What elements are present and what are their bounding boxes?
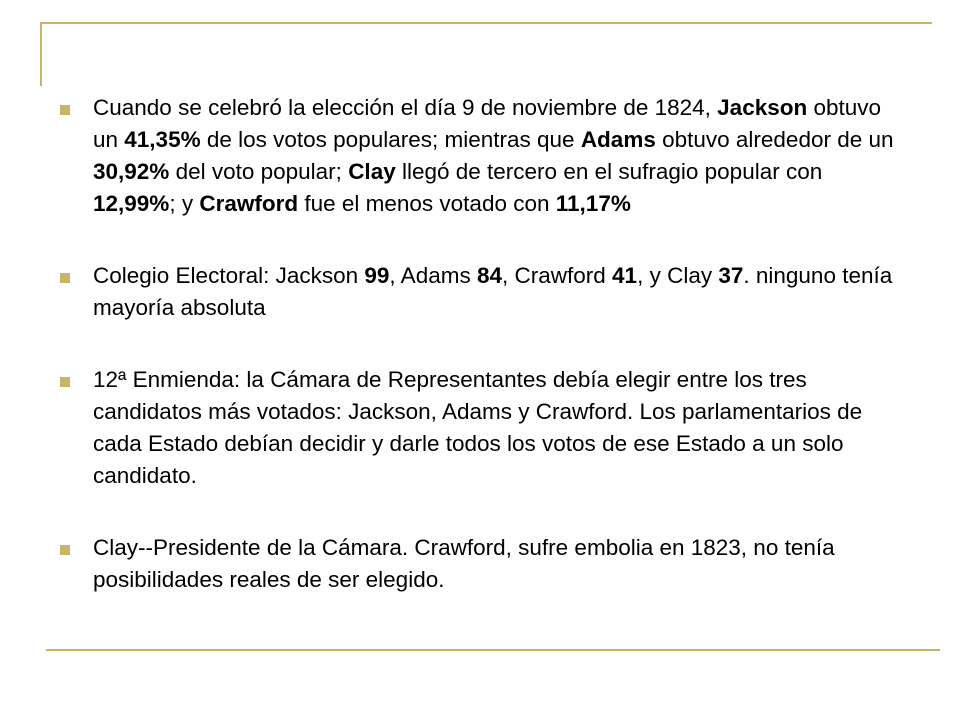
text-run: del voto popular; — [169, 159, 349, 184]
bold-text-run: Crawford — [199, 191, 299, 216]
bullet-item-1 — [60, 92, 910, 220]
square-bullet-icon — [60, 545, 70, 555]
bold-text-run: 99 — [364, 263, 390, 288]
bottom-rule — [46, 649, 940, 651]
bold-text-run: Adams — [580, 127, 656, 152]
bold-text-run: Clay — [348, 159, 396, 184]
bold-text-run: 11,17% — [555, 191, 631, 216]
square-bullet-icon — [60, 377, 70, 387]
text-run: 12ª Enmienda: la Cámara de Representantes debía elegir entre los tres candidatos más votados: Jackson, Adams y Crawford. Los parlamentarios de cada Estado debían decidir y darle todos los votos de ese Estado a un solo candidato. — [93, 367, 863, 488]
text-run: Clay--Presidente de la Cámara. Crawford, sufre embolia en 1823, no tenía posibilidades reales de ser elegido. — [93, 535, 835, 592]
square-bullet-icon — [60, 105, 70, 115]
text-run: obtuvo un — [93, 95, 882, 152]
text-run: fue el menos votado con — [298, 191, 556, 216]
text-run: ; y — [169, 191, 200, 216]
text-run: de los votos populares; mientras que — [200, 127, 581, 152]
top-rule — [40, 22, 932, 24]
bullet-text-4 — [93, 532, 910, 596]
bold-text-run: 84 — [476, 263, 502, 288]
square-bullet-icon — [60, 273, 70, 283]
text-run: Colegio Electoral: Jackson — [93, 263, 365, 288]
bullet-text-2 — [93, 260, 910, 324]
text-run: , Crawford — [502, 263, 613, 288]
left-rule — [40, 22, 42, 86]
bold-text-run: 12,99% — [93, 191, 170, 216]
text-run: , Adams — [389, 263, 477, 288]
bold-text-run: 41,35% — [124, 127, 201, 152]
bold-text-run: 37 — [718, 263, 744, 288]
bold-text-run: Jackson — [717, 95, 808, 120]
bullet-text-1 — [93, 92, 910, 220]
bold-text-run: 41 — [612, 263, 638, 288]
bullet-item-3 — [60, 364, 910, 492]
text-run: obtuvo alrededor de un — [655, 127, 894, 152]
bullet-text-3 — [93, 364, 910, 492]
bullet-item-4 — [60, 532, 910, 596]
bullet-item-2 — [60, 260, 910, 324]
bold-text-run: 30,92% — [93, 159, 170, 184]
text-run: llegó de tercero en el sufragio popular con — [395, 159, 823, 184]
text-run: , y Clay — [637, 263, 719, 288]
bullet-list — [60, 92, 910, 596]
text-run: . ninguno tenía mayoría absoluta — [93, 263, 893, 320]
text-run: Cuando se celebró la elección el día 9 de noviembre de 1824, — [93, 95, 718, 120]
